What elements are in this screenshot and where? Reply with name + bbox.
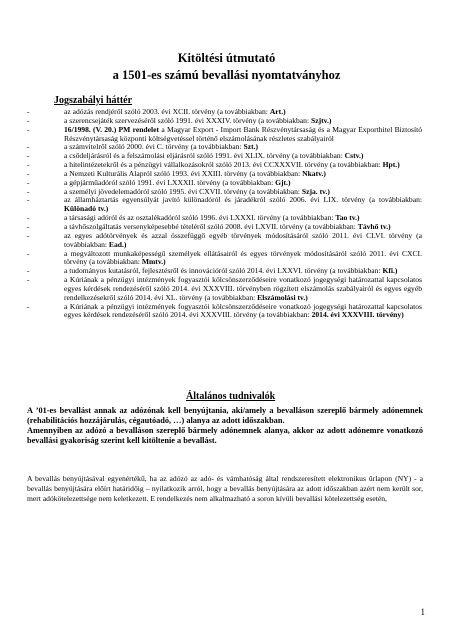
list-item: - a Nemzeti Kulturális Alapról szóló 1993. évi XXIII. törvény (a továbbiakban: Nkatv.) (27, 170, 422, 179)
list-item: - a társasági adóról és az osztalékadóról szóló 1996. évi LXXXI. törvény (a továbbiakban: Tao tv.) (27, 214, 422, 223)
list-item: - a Kúriának a pénzügyi intézmények fogyasztói kölcsönszerződéseire vonatkozó jogegységi határozattal kapcsolatos egyes kérdések rendezéséről szóló 2014. évi XXXVIII. törvény (a továbbiakban: 2014. évi XXXVIII. törvény) (27, 303, 422, 321)
list-item: - a megváltozott munkaképességű személyek ellátásairól és egyes törvények módosításáról szóló 2011. évi CXCI. törvény (a továbbiakban: Mmtv.) (27, 250, 422, 268)
list-item: - a hitelintézetekről és a pénzügyi vállalkozásokról szóló 2013. évi CCXXXVII. törvény (a továbbiakban: Hpt.) (27, 161, 422, 170)
document-title: Kitöltési útmutató (177, 51, 276, 65)
body-paragraph: A bevallás benyújtásával egyenértékű, ha az adózó az adó- és vámhatóság által rendszeresített elektronikus űrlapon (NY) - a bevallás benyújtására előírt határidőig – nyilatkozik arról, hogy a bevallás benyújtására az adott időszakban azért nem került sor, mert adókötelezettsége nem keletkezett. E rendelkezés nem alkalmazható a soron kívüli bevallási kötelezettség esetén, (27, 474, 423, 503)
list-item: - a csődeljárásról és a felszámolási eljárásról szóló 1991. évi XLIX. törvény (a továbbiakban: Cstv.) (27, 152, 422, 161)
list-item: - a tudományos kutatásról, fejlesztésről és innovációról szóló 2014. évi LXXVI. törvény (a továbbiakban: Kfi.) (27, 267, 422, 276)
section-heading-legal-background: Jogszabályi háttér (54, 95, 133, 106)
intro-paragraph-2: Amennyiben az adózó a bevalláson szereplő bármely adónemnek alanya, akkor az adott adónemre vonatkozó bevallási gyakoriság szerint kell kitöltenie a bevallást. (27, 426, 423, 445)
list-item: - a Kúriának a pénzügyi intézmények fogyasztói kölcsönszerződéseire vonatkozó jogegységi határozattal kapcsolatos egyes kérdések rendezéséről szóló 2014. évi XXXVIII. törvényben rögzített elszámolás szabályairól és egyes egyéb rendelkezésekről szóló 2014. évi XL. törvény (a továbbiakban: Elszámolási tv.) (27, 276, 422, 303)
document-subtitle: a 1501-es számú bevallási nyomtatványhoz (112, 68, 341, 82)
list-item: - a személyi jövedelemadóról szóló 1995. évi CXVII. törvény (a továbbiakban: Szja. tv.) (27, 188, 422, 197)
list-item: - a szerencsejáték szervezéséről szóló 1991. évi XXXIV. törvény (a továbbiakban: Szjtv.) (27, 117, 422, 126)
legal-basis-list (27, 108, 422, 320)
intro-paragraph-1: A ’01-es bevallást annak az adózónak kell benyújtania, aki/amely a bevalláson szereplő bármely adónemnek (rehabilitációs hozzájárulás, cégautóadó, …) alanya az adott időszakban. (27, 406, 423, 425)
page-number: 1 (420, 607, 425, 617)
list-item: - a számvitelről szóló 2000. évi C. törvény (a továbbiakban: Szt.) (27, 143, 422, 152)
list-item: - a távhőszolgáltatás versenyképesebbé tételéről szóló 2008. évi LXVII. törvény (a továbbiakban: Távhő tv.) (27, 223, 422, 232)
list-item: - az államháztartás egyensúlyát javító különadóról és járadékról szóló 2006. évi LIX. törvény (a továbbiakban: Különadó tv.) (27, 196, 422, 214)
list-item: - a gépjárműadóról szóló 1991. évi LXXXII. törvény (a továbbiakban: Gjt.) (27, 179, 422, 188)
list-item: - az egyes adótörvények és azzal összefüggő egyéb törvények módosításáról szóló 2011. évi CLVI. törvény (a továbbiakban: Ead.) (27, 232, 422, 250)
list-item: - 16/1998. (V. 20.) PM rendelet a Magyar Export - Import Bank Részvénytársaság és a Magyar Exporthitel Biztosító Részvénytársaság központi költségvetéssel történő elszámolásának részletes szabályairól (27, 126, 422, 144)
list-item: - az adózás rendjéről szóló 2003. évi XCII. törvény (a továbbiakban: Art.) (27, 108, 422, 117)
section-heading-general-info: Általános tudnivalók (186, 391, 276, 402)
general-info-intro (27, 406, 423, 446)
